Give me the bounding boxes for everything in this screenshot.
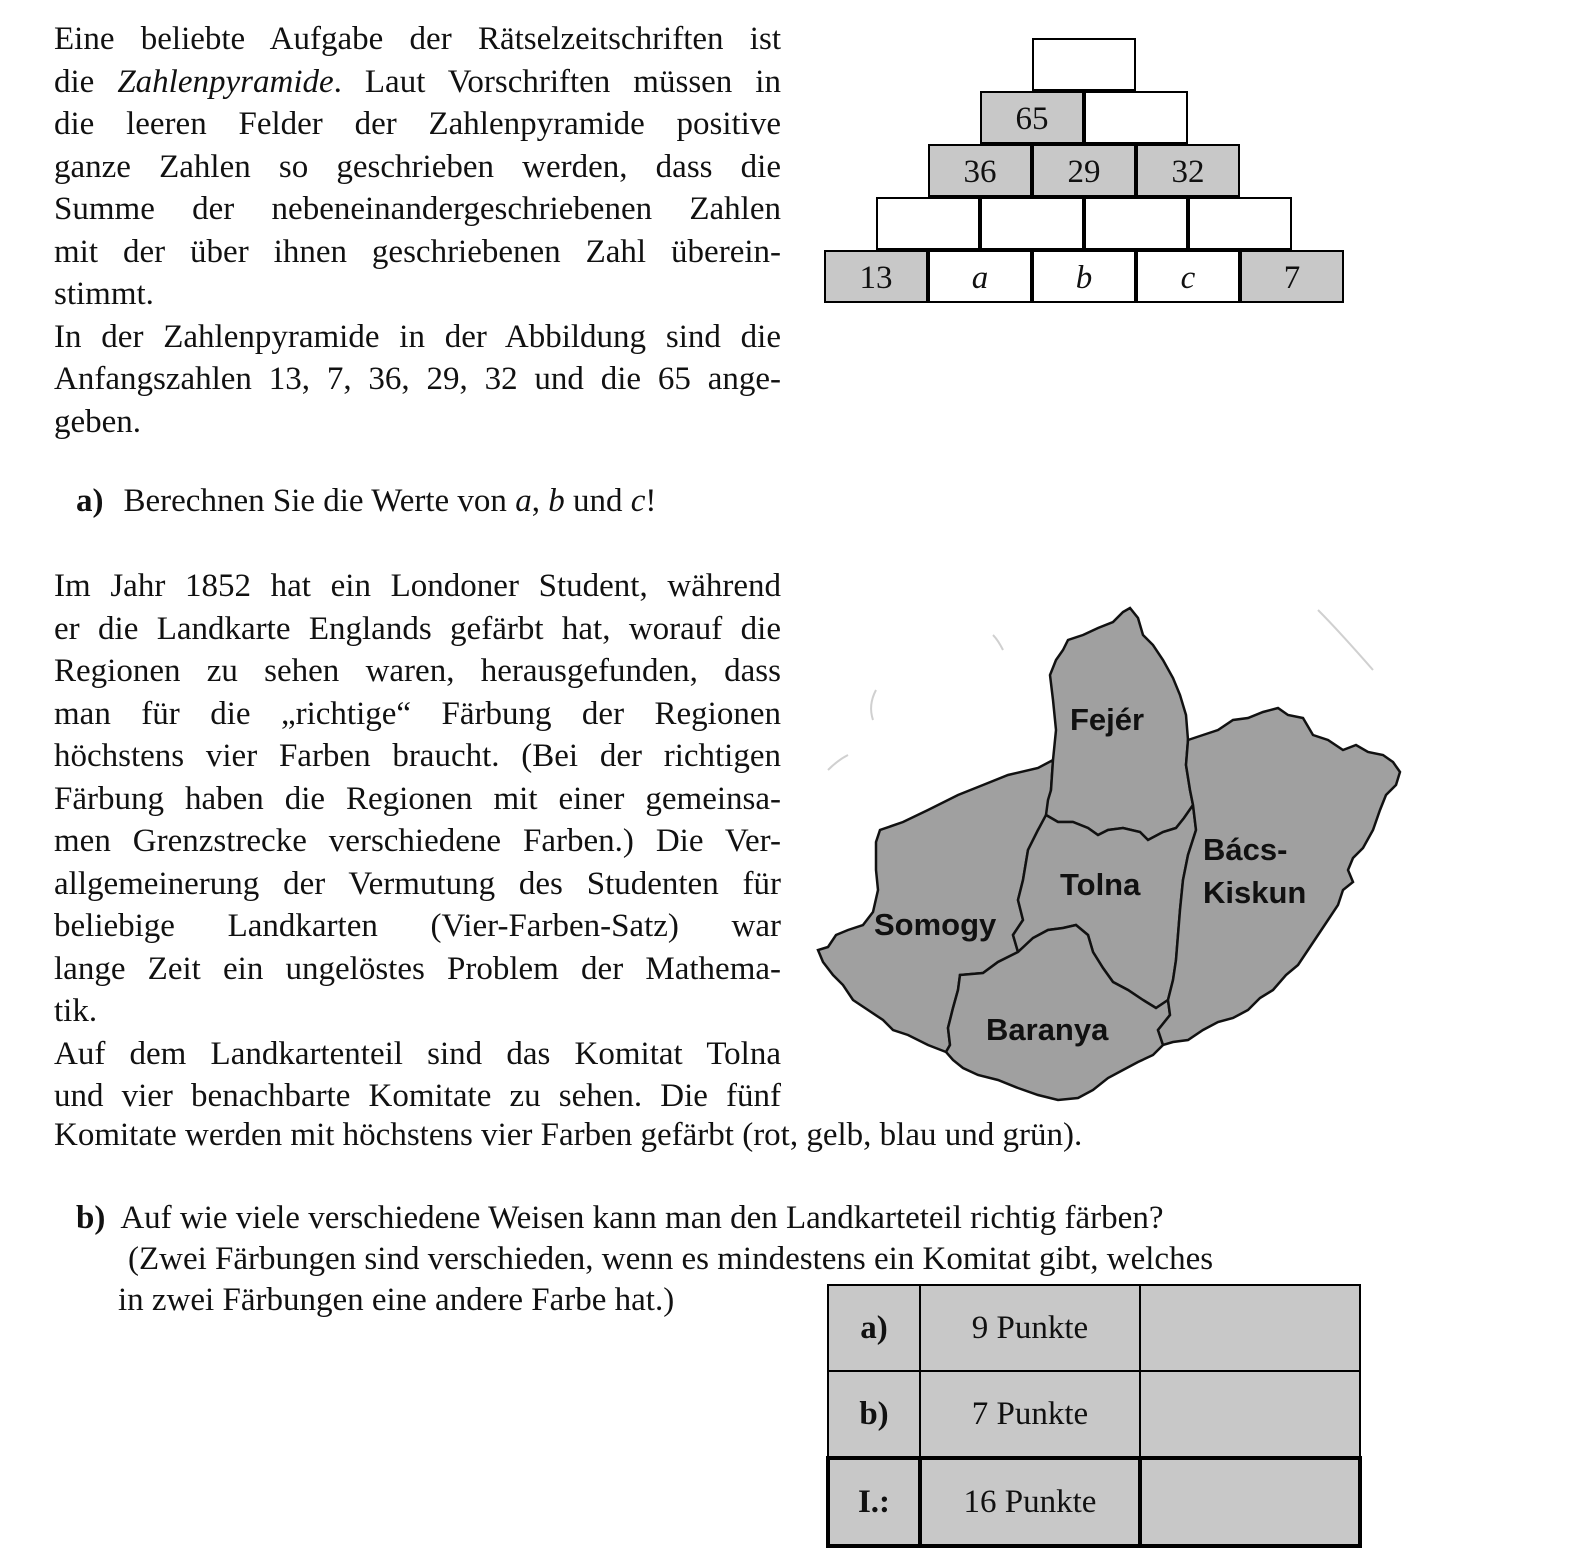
text-run: Berechnen Sie die Werte von <box>123 483 516 519</box>
intro-line <box>54 358 781 401</box>
story-line: er die Landkarte Englands gefärbt hat, worauf die <box>54 610 781 647</box>
intro-line <box>54 61 781 104</box>
italic-text: b <box>548 483 565 519</box>
question-a-label: a) <box>76 483 104 519</box>
story-line: men Grenzstrecke verschiedene Farben.) Die Ver- <box>54 823 781 859</box>
italic-text: a <box>515 483 532 519</box>
text-run: ! <box>645 483 657 519</box>
county-map <box>808 590 1418 1115</box>
intro-paragraph <box>54 18 781 443</box>
score-label: b) <box>828 1371 920 1458</box>
score-label: I.: <box>828 1458 920 1546</box>
label-kiskun: Kiskun <box>1203 875 1307 910</box>
score-points: 16 Punkte <box>920 1458 1140 1546</box>
intro-line <box>54 18 781 61</box>
pyramid-cell-empty[interactable] <box>1188 197 1292 250</box>
text-run: , <box>531 483 549 519</box>
text-run: stimmt. <box>54 276 154 312</box>
story-line: höchstens vier Farben braucht. (Bei der richtigen <box>54 738 781 774</box>
question-b-line2: (Zwei Färbungen sind verschieden, wenn es mindestens ein Komitat gibt, welches <box>128 1241 1214 1277</box>
pyramid-cell-value: 32 <box>1171 154 1205 190</box>
story-line: Regionen zu sehen waren, herausgefunden, dass <box>54 653 781 689</box>
pyramid-cell-empty[interactable] <box>980 197 1084 250</box>
question-b <box>76 1197 1163 1239</box>
score-points: 9 Punkte <box>920 1285 1140 1371</box>
story-line: lange Zeit ein ungelöstes Problem der Mathema- <box>54 950 781 987</box>
text-run: die <box>54 63 118 100</box>
story-line: allgemeinerung der Vermutung des Studenten für <box>54 865 781 902</box>
text-run: geben. <box>54 403 142 440</box>
label-bacs: Bács- <box>1203 832 1288 867</box>
question-a-text <box>124 483 657 519</box>
pyramid-cell-13 <box>824 250 928 303</box>
story-line: Auf dem Landkartenteil sind das Komitat Tolna <box>54 1035 781 1072</box>
question-b-label: b) <box>76 1200 106 1236</box>
text-run: Eine beliebte Aufgabe der Rätselzeitschriften ist <box>54 21 781 57</box>
pyramid-cell-empty[interactable] <box>1084 91 1188 144</box>
intro-line <box>54 188 781 231</box>
pyramid-cell-empty[interactable] <box>1032 38 1136 91</box>
pyramid-cell-29 <box>1032 144 1136 197</box>
question-a <box>76 480 656 522</box>
pyramid-cell-value: 29 <box>1067 154 1101 190</box>
pyramid-cell-a[interactable] <box>928 250 1032 303</box>
italic-text: c <box>630 483 646 519</box>
pyramid-cell-c[interactable] <box>1136 250 1240 303</box>
text-run: und <box>564 483 631 519</box>
pyramid-cell-32 <box>1136 144 1240 197</box>
italic-text: Zahlenpyramide <box>117 63 334 100</box>
pyramid-cell-value: 36 <box>963 154 997 190</box>
text-run: mit der über ihnen geschriebenen Zahl überein- <box>54 233 781 270</box>
story-line: Färbung haben die Regionen mit einer gemeinsa- <box>54 780 781 817</box>
pyramid-cell-65 <box>980 91 1084 144</box>
score-label: a) <box>828 1285 920 1371</box>
text-run: ganze Zahlen so geschrieben werden, dass die <box>54 148 781 185</box>
score-field[interactable] <box>1140 1371 1360 1458</box>
score-table <box>826 1284 1362 1548</box>
score-row-total <box>828 1458 1360 1546</box>
pyramid-cell-value: a <box>971 260 989 296</box>
pyramid-cell-empty[interactable] <box>876 197 980 250</box>
pyramid-cell-value: b <box>1075 260 1093 296</box>
intro-line <box>54 146 781 189</box>
story-line: Im Jahr 1852 hat ein Londoner Student, während <box>54 568 781 604</box>
score-field[interactable] <box>1140 1458 1360 1546</box>
question-b-line3: in zwei Färbungen eine andere Farbe hat.) <box>118 1282 675 1318</box>
question-b-line1: Auf wie viele verschiedene Weisen kann man den Landkarteteil richtig färben? <box>120 1200 1164 1236</box>
text-run: Summe der nebeneinandergeschriebenen Zahlen <box>54 191 781 227</box>
pyramid-cell-value: 7 <box>1283 260 1301 296</box>
pyramid-cell-value: c <box>1180 260 1196 296</box>
pyramid-cell-value: 65 <box>1015 101 1049 137</box>
story-line: tik. <box>54 993 98 1029</box>
pyramid-cell-7 <box>1240 250 1344 303</box>
label-somogy: Somogy <box>874 907 997 942</box>
intro-line <box>54 401 781 444</box>
text-run: In der Zahlenpyramide in der Abbildung sind die <box>54 318 781 355</box>
label-fejer: Fejér <box>1070 702 1145 737</box>
score-points: 7 Punkte <box>920 1371 1140 1458</box>
pyramid-cell-value: 13 <box>859 260 893 296</box>
intro-line <box>54 231 781 274</box>
pyramid-cell-36 <box>928 144 1032 197</box>
story-line: man für die „richtige“ Färbung der Regionen <box>54 695 781 732</box>
score-field[interactable] <box>1140 1285 1360 1371</box>
intro-line <box>54 273 781 316</box>
score-row-b <box>828 1371 1360 1458</box>
story-line: beliebige Landkarten (Vier-Farben-Satz) war <box>54 908 781 944</box>
text-run: die leeren Felder der Zahlenpyramide positive <box>54 106 781 142</box>
score-row-a <box>828 1285 1360 1371</box>
story-paragraph <box>54 565 781 1118</box>
intro-line <box>54 103 781 146</box>
pyramid-cell-b[interactable] <box>1032 250 1136 303</box>
text-run: Anfangszahlen 13, 7, 36, 29, 32 und die 65 ange- <box>54 361 781 397</box>
pyramid-cell-empty[interactable] <box>1084 197 1188 250</box>
label-baranya: Baranya <box>986 1012 1109 1047</box>
story-line: und vier benachbarte Komitate zu sehen. Die fünf <box>54 1078 781 1114</box>
label-tolna: Tolna <box>1060 867 1141 902</box>
story-last-line: Komitate werden mit höchstens vier Farben gefärbt (rot, gelb, blau und grün). <box>54 1117 1083 1153</box>
text-run: . Laut Vorschriften müssen in <box>333 63 781 100</box>
intro-line <box>54 316 781 359</box>
